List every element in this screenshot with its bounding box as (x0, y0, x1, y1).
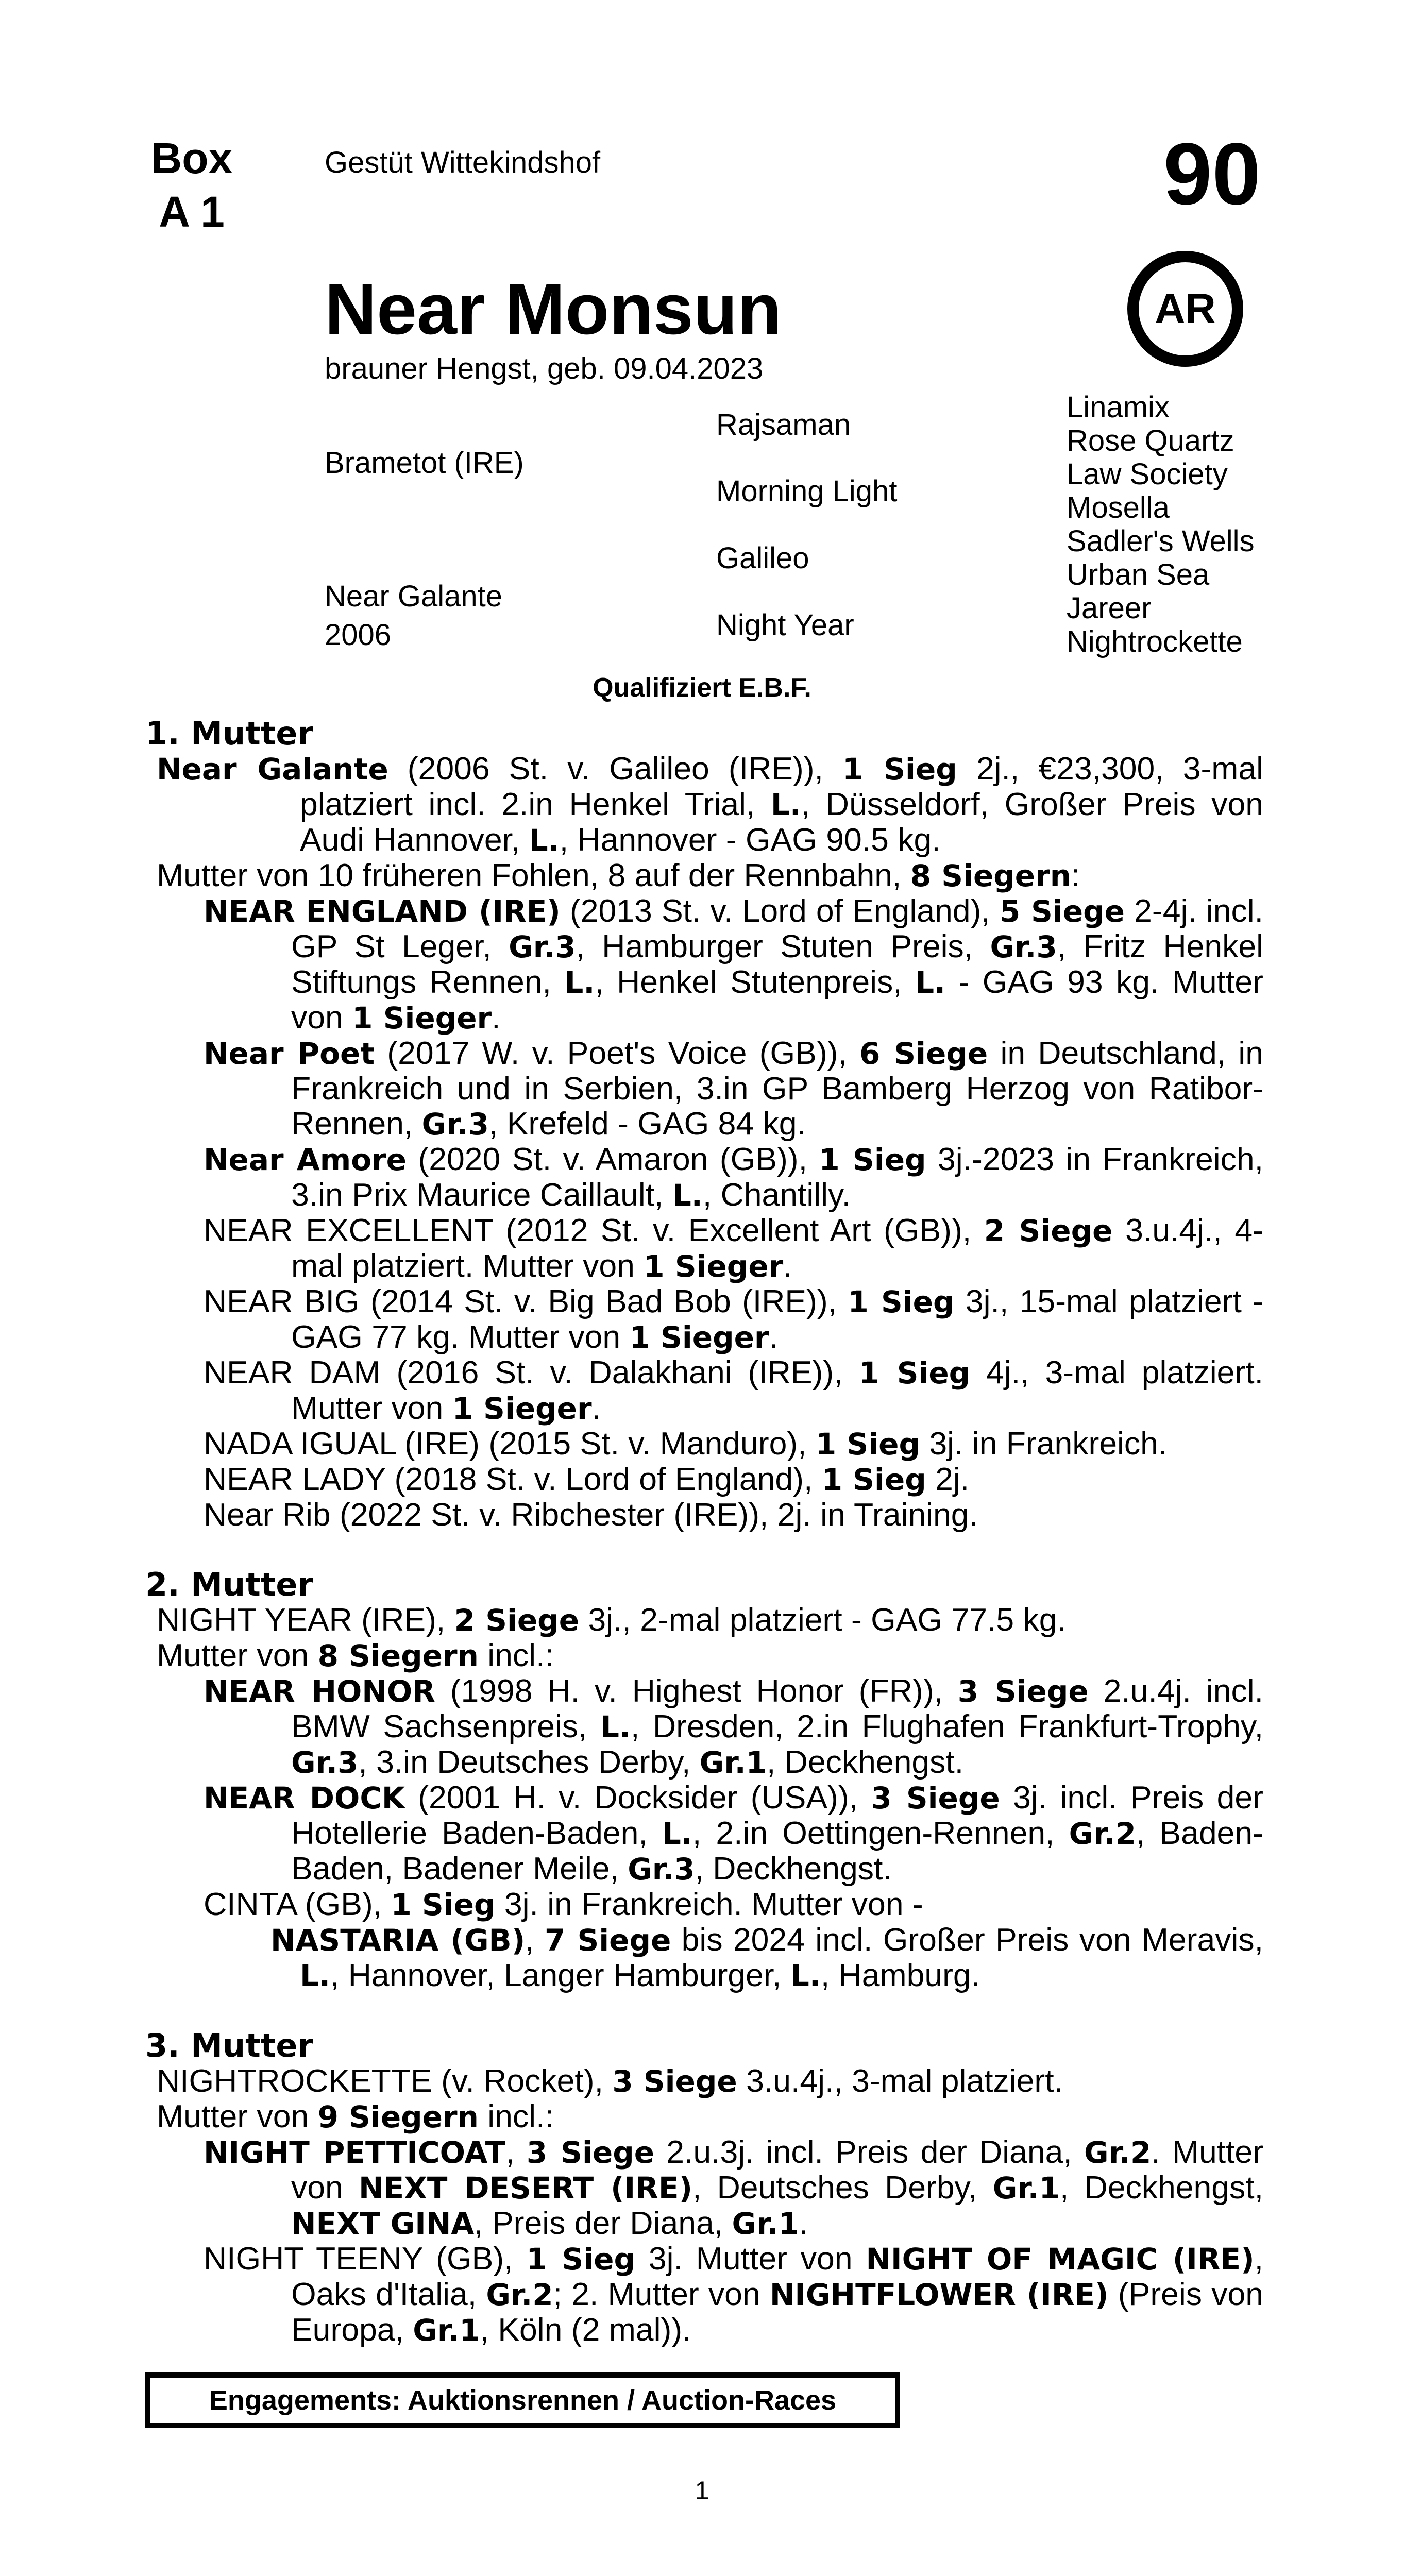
list-item: NIGHT PETTICOAT, 3 Siege 2.u.3j. incl. Preis der Diana, Gr.2. Mutter von NEXT DESERT (IRE), Deutsches Derby, Gr.1, Deckhengst, NEXT GINA, Preis der Diana, Gr.1. (204, 2134, 1264, 2241)
pedigree-gen3-2: Rose Quartz (1067, 424, 1234, 457)
list-item: Near Rib (2022 St. v. Ribchester (IRE)), 2j. in Training. (204, 1497, 978, 1533)
pedigree-sire-sire: Rajsaman (716, 408, 851, 442)
list-item: NADA IGUAL (IRE) (2015 St. v. Manduro), 1 Sieg 3j. in Frankreich. (204, 1426, 1168, 1462)
horse-name: Near Monsun (325, 268, 782, 349)
list-item: Near Poet (2017 W. v. Poet's Voice (GB)), 6 Siege in Deutschland, in Frankreich und in Serbien, 3.in GP Bamberg Herzog von Ratibor-Rennen, Gr.3, Krefeld - GAG 84 kg. (204, 1035, 1263, 1142)
list-item: NEAR HONOR (1998 H. v. Highest Honor (FR)), 3 Siege 2.u.4j. incl. BMW Sachsenpreis, L., Dresden, 2.in Flughafen Frankfurt-Trophy, Gr.3, 3.in Deutsches Derby, Gr.1, Deckhengst. (204, 1673, 1263, 1780)
first-dam-produce-summary: Mutter von 10 früheren Fohlen, 8 auf der Rennbahn, 8 Siegern: (157, 857, 1080, 893)
ar-badge: AR (1127, 251, 1243, 367)
list-item: Near Amore (2020 St. v. Amaron (GB)), 1 Sieg 3j.-2023 in Frankreich, 3.in Prix Maurice Caillault, L., Chantilly. (204, 1141, 1263, 1213)
first-dam-heading: 1. Mutter (145, 715, 314, 752)
pedigree-gen3-8: Nightrockette (1067, 625, 1243, 658)
pedigree-sire: Brametot (IRE) (325, 446, 524, 480)
list-item: NEAR ENGLAND (IRE) (2013 St. v. Lord of England), 5 Siege 2-4j. incl. GP St Leger, Gr.3, Hamburger Stuten Preis, Gr.3, Fritz Henkel Stiftungs Rennen, L., Henkel Stutenpreis, L. - GAG 93 kg. Mutter von 1 Sieger. (204, 893, 1263, 1036)
list-item: NIGHT TEENY (GB), 1 Sieg 3j. Mutter von NIGHT OF MAGIC (IRE), Oaks d'Italia, Gr.2; 2. Mutter von NIGHTFLOWER (IRE) (Preis von Europa, Gr.1, Köln (2 mal)). (204, 2241, 1263, 2348)
box-number: A 1 (159, 188, 225, 236)
pedigree-gen3-4: Mosella (1067, 491, 1170, 524)
catalogue-body (145, 716, 1263, 2348)
section-gap (145, 1532, 1263, 1567)
list-item: NASTARIA (GB), 7 Siege bis 2024 incl. Großer Preis von Meravis, L., Hannover, Langer Hamburger, L., Hamburg. (270, 1922, 1263, 1993)
list-item: NEAR DOCK (2001 H. v. Docksider (USA)), 3 Siege 3j. incl. Preis der Hotellerie Baden-Baden, L., 2.in Oettingen-Rennen, Gr.2, Baden-Baden, Badener Meile, Gr.3, Deckhengst. (204, 1780, 1263, 1887)
stud-name: Gestüt Wittekindshof (325, 146, 601, 179)
page-number: 1 (695, 2476, 709, 2505)
pedigree-gen3-5: Sadler's Wells (1067, 524, 1255, 558)
box-label-text: Box (150, 134, 233, 182)
third-dam-produce-summary: Mutter von 9 Siegern incl.: (157, 2098, 554, 2134)
second-dam-entry: NIGHT YEAR (IRE), 2 Siege 3j., 2-mal platziert - GAG 77.5 kg. (157, 1602, 1066, 1638)
first-dam-entry: Near Galante (2006 St. v. Galileo (IRE)), 1 Sieg 2j., €23,300, 3-mal platziert incl. 2.in Henkel Trial, L., Düsseldorf, Großer Preis von Audi Hannover, L., Hannover - GAG 90.5 kg. (157, 751, 1263, 858)
list-item: NEAR BIG (2014 St. v. Big Bad Bob (IRE)), 1 Sieg 3j., 15-mal platziert - GAG 77 kg. Mutter von 1 Sieger. (204, 1283, 1263, 1355)
pedigree-dam: Near Galante (325, 580, 502, 613)
pedigree-gen3-6: Urban Sea (1067, 558, 1210, 591)
list-item: NEAR DAM (2016 St. v. Dalakhani (IRE)), 1 Sieg 4j., 3-mal platziert. Mutter von 1 Sieger. (204, 1354, 1263, 1426)
pedigree-dam-year: 2006 (325, 618, 392, 652)
pedigree-sire-dam: Morning Light (716, 474, 898, 508)
pedigree-gen3-1: Linamix (1067, 391, 1170, 424)
second-dam-heading: 2. Mutter (145, 1566, 314, 1603)
section-gap (145, 1993, 1263, 2028)
lot-number: 90 (1163, 125, 1261, 223)
third-dam-entry: NIGHTROCKETTE (v. Rocket), 3 Siege 3.u.4j., 3-mal platziert. (157, 2063, 1063, 2099)
list-item: NEAR LADY (2018 St. v. Lord of England), 1 Sieg 2j. (204, 1461, 970, 1497)
list-item: NEAR EXCELLENT (2012 St. v. Excellent Art (GB)), 2 Siege 3.u.4j., 4-mal platziert. Mutter von 1 Sieger. (204, 1212, 1263, 1284)
pedigree-dam-dam: Night Year (716, 608, 854, 642)
list-item: CINTA (GB), 1 Sieg 3j. in Frankreich. Mutter von - (204, 1886, 923, 1922)
third-dam-heading: 3. Mutter (145, 2027, 314, 2064)
pedigree-gen3-3: Law Society (1067, 457, 1228, 491)
pedigree-dam-sire: Galileo (716, 541, 809, 575)
pedigree-gen3-7: Jareer (1067, 591, 1152, 625)
engagements-box: Engagements: Auktionsrennen / Auction-Races (145, 2372, 900, 2428)
second-dam-produce-summary: Mutter von 8 Siegern incl.: (157, 1637, 554, 1673)
qualified-note: Qualifiziert E.B.F. (593, 673, 811, 703)
horse-description: brauner Hengst, geb. 09.04.2023 (325, 352, 764, 385)
box-label (145, 131, 238, 239)
